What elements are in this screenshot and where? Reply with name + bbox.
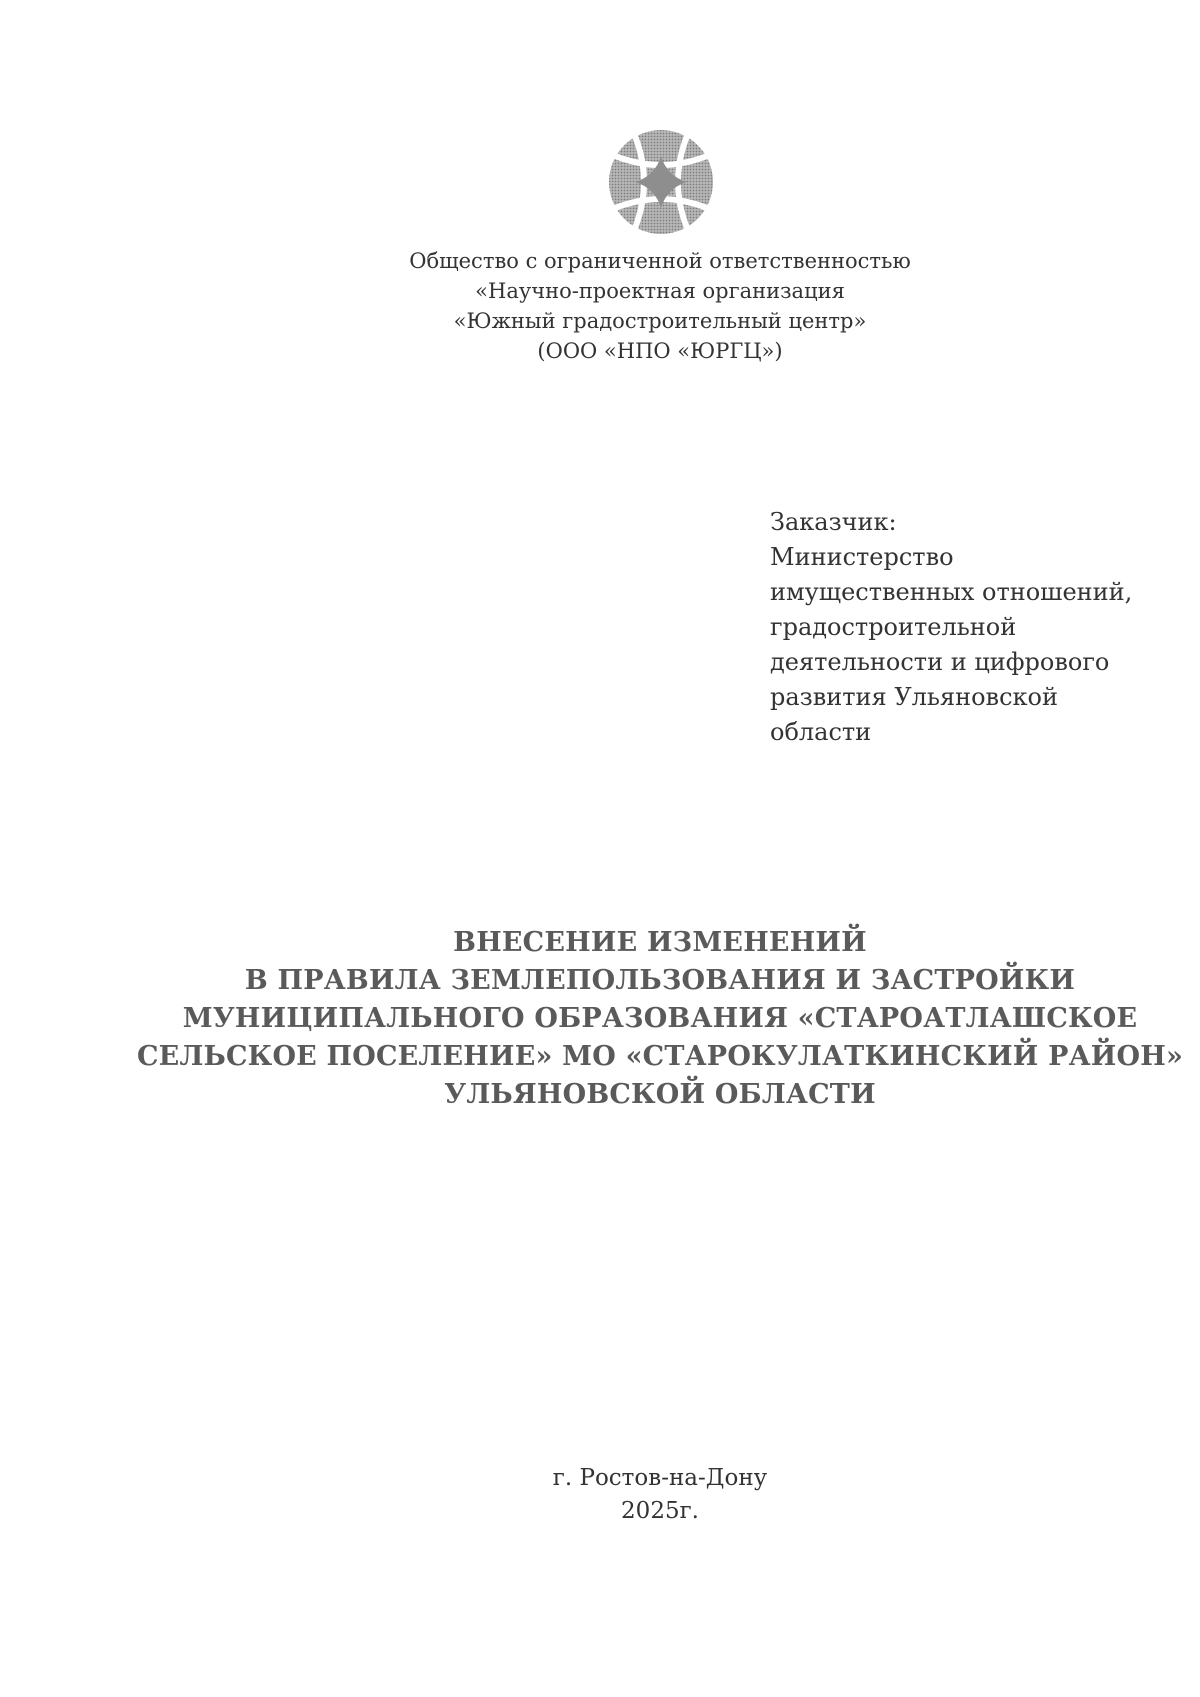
title-line: СЕЛЬСКОЕ ПОСЕЛЕНИЕ» МО «СТАРОКУЛАТКИНСКИЙ РАЙОН»	[136, 1041, 1184, 1072]
organization-line: «Южный градостроительный центр»	[453, 309, 867, 333]
title-line: УЛЬЯНОВСКОЙ ОБЛАСТИ	[444, 1079, 876, 1110]
title-line: МУНИЦИПАЛЬНОГО ОБРАЗОВАНИЯ «СТАРОАТЛАШСКОЕ	[182, 1003, 1138, 1034]
client-line: области	[770, 718, 872, 746]
client-line: градостроительной	[770, 613, 1017, 641]
client-line: имущественных отношений,	[770, 578, 1133, 606]
company-logo-icon	[605, 126, 717, 238]
document-title	[120, 924, 1200, 1114]
organization-line: Общество с ограниченной ответственностью	[409, 249, 911, 273]
client-label: Заказчик:	[770, 508, 897, 536]
title-line: ВНЕСЕНИЕ ИЗМЕНЕНИЙ	[453, 927, 867, 958]
footer-block	[460, 1462, 860, 1528]
title-line: В ПРАВИЛА ЗЕМЛЕПОЛЬЗОВАНИЯ И ЗАСТРОЙКИ	[244, 965, 1076, 996]
footer-city: г. Ростов-на-Дону	[552, 1465, 768, 1491]
footer-year: 2025г.	[621, 1498, 699, 1524]
organization-line: (ООО «НПО «ЮРГЦ»)	[537, 339, 783, 363]
organization-block	[300, 246, 1020, 366]
client-line: развития Ульяновской	[770, 683, 1058, 711]
client-block	[770, 505, 1170, 750]
organization-line: «Научно-проектная организация	[475, 279, 845, 303]
client-line: деятельности и цифрового	[770, 648, 1110, 676]
client-line: Министерство	[770, 543, 954, 571]
